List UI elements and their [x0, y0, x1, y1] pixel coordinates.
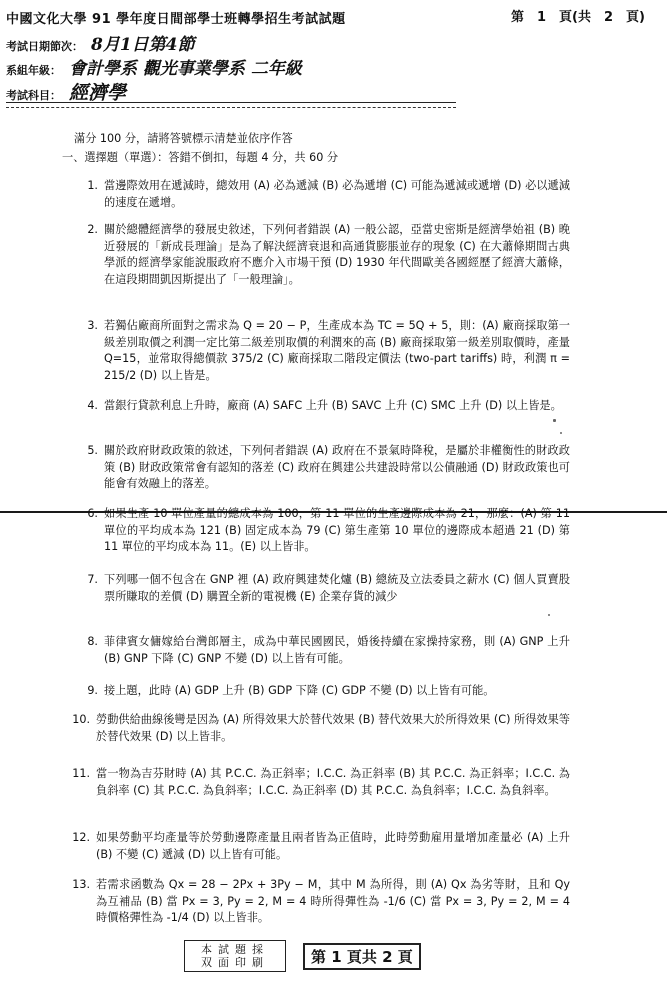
- question-number: 2.: [87, 223, 98, 236]
- question-item: [62, 830, 570, 863]
- question-text: 如果生產 10 單位產量的總成本為 100，第 11 單位的生產邊際成本為 21，那麼：(A) 第 11 單位的平均成本為 121 (B) 固定成本為 79 (C) 第生產第 10 單位的邊際成本超過 21 (D) 第 11 單位的平均成本為 11。(E) 以上皆非。: [104, 507, 570, 553]
- question-item: [70, 178, 570, 211]
- question-item: [70, 572, 570, 605]
- question-text: 當銀行貸款利息上升時，廠商 (A) SAFC 上升 (B) SAVC 上升 (C) SMC 上升 (D) 以上皆是。: [104, 399, 562, 412]
- stamp-line-2: 双面印刷: [201, 956, 269, 969]
- question-number: 4.: [87, 399, 98, 412]
- question-number: 8.: [87, 635, 98, 648]
- question-text: 若獨佔廠商所面對之需求為 Q = 20 − P，生產成本為 TC = 5Q + 5，則：(A) 廠商採取第一級差別取價之利潤一定比第二級差別取價的利潤來的高 (B) 廠商採取第一級差別取價時，產量 Q=15，並常取得總價款 375/2 (C) 廠商採取二階段定價法 (two-part tariffs) 時，利潤 π = 215/2 (D) 以上皆是。: [104, 319, 570, 382]
- scan-speckle: [560, 432, 562, 434]
- question-number: 5.: [87, 444, 98, 457]
- scan-speckle: [553, 419, 556, 422]
- question-number: 13.: [72, 878, 90, 891]
- question-number: 11.: [72, 767, 90, 780]
- subject-row: [6, 78, 126, 105]
- double-sided-print-stamp: [184, 940, 286, 972]
- exam-date-label: 考試日期節次：: [6, 40, 83, 53]
- question-number: 9.: [87, 684, 98, 697]
- department-label: 系組年級：: [6, 64, 61, 77]
- question-item: [62, 712, 570, 745]
- question-item: [70, 318, 570, 384]
- question-text: 若需求函數為 Qx = 28 − 2Px + 3Py − M，其中 M 為所得，則 (A) Qx 為劣等財，且和 Qy 為互補品 (B) 當 Px = 3, Py = 2, M = 4 時所得彈性為 -1/6 (C) 當 Px = 3, Py = 2, M = 4 時價格彈性為 -1/4 (D) 以上皆非。: [96, 878, 570, 924]
- exam-header-title: 中國文化大學 91 學年度日間部學士班轉學招生考試試題: [6, 12, 346, 27]
- question-text: 如果勞動平均產量等於勞動邊際產量且兩者皆為正值時，此時勞動雇用量增加產量必 (A) 上升 (B) 不變 (C) 遞減 (D) 以上皆有可能。: [96, 831, 570, 861]
- question-item: [70, 443, 570, 493]
- question-item: [70, 398, 570, 415]
- question-number: 1.: [87, 179, 98, 192]
- question-text: 下列哪一個不包含在 GNP 裡 (A) 政府興建焚化爐 (B) 總統及立法委員之薪水 (C) 個人買賣股票所賺取的差價 (D) 購置全新的電視機 (E) 企業存貨的減少: [104, 573, 570, 603]
- department-value: 會計學系 觀光事業學系 二年級: [69, 59, 302, 79]
- question-text: 當一物為吉芬財時 (A) 其 P.C.C. 為正斜率；I.C.C. 為正斜率 (B) 其 P.C.C. 為正斜率；I.C.C. 為負斜率 (C) 其 P.C.C. 為負斜率；I.C.C. 為正斜率 (D) 其 P.C.C. 為負斜率；I.C.C. 為負斜率。: [96, 767, 570, 797]
- question-text: 關於總體經濟學的發展史敘述，下列何者錯誤 (A) 一般公認，亞當史密斯是經濟學始祖 (B) 晚近發展的「新成長理論」是為了解決經濟衰退和高通貨膨脹並存的現象 (C) 在大蕭條期間古典學派的經濟學家能說服政府不應介入市場干預 (D) 1930 年代間歐美各國經歷了經濟大蕭條，在這段期間凱因斯提出了「一般理論」。: [104, 223, 570, 286]
- question-item: [70, 222, 570, 288]
- question-item: [70, 634, 570, 667]
- question-item: [62, 877, 570, 927]
- question-text: 關於政府財政政策的敘述，下列何者錯誤 (A) 政府在不景氣時降稅，是屬於非權衡性的財政政策 (B) 財政政策常會有認知的落差 (C) 政府在興建公共建設時常以公債融通 (D) 財政政策也可能會有效融上的落差。: [104, 444, 570, 490]
- question-item: [62, 766, 570, 799]
- score-instructions: 滿分 100 分，請將答號標示清楚並依序作答: [74, 132, 293, 145]
- header-rule-dotted: [6, 107, 456, 108]
- section-heading: 一、選擇題（單選）：答錯不倒扣，每題 4 分，共 60 分: [62, 151, 339, 164]
- stamp-line-1: 本試題採: [201, 943, 269, 956]
- question-number: 7.: [87, 573, 98, 586]
- question-number: 10.: [72, 713, 90, 726]
- subject-label: 考試科目：: [6, 89, 61, 102]
- exam-date-row: [6, 30, 195, 55]
- question-number: 3.: [87, 319, 98, 332]
- question-number: 6.: [87, 507, 98, 520]
- question-text: 接上題，此時 (A) GDP 上升 (B) GDP 下降 (C) GDP 不變 (D) 以上皆有可能。: [104, 684, 495, 697]
- exam-date-value: 8月1日第4節: [91, 35, 195, 55]
- subject-value: 經濟學: [69, 82, 127, 104]
- question-item: [70, 683, 570, 700]
- question-number: 12.: [72, 831, 90, 844]
- header-rule: [6, 102, 456, 103]
- question-text: 菲律賓女傭嫁給台灣郎層主，成為中華民國國民，婚後持續在家操持家務，則 (A) GNP 上升 (B) GNP 下降 (C) GNP 不變 (D) 以上皆有可能。: [104, 635, 570, 665]
- department-row: [6, 54, 302, 79]
- page-number-box: 第 1 頁共 2 頁: [303, 943, 421, 970]
- question-item: [70, 506, 570, 556]
- scan-speckle: [548, 614, 550, 616]
- question-text: 勞動供給曲線後彎是因為 (A) 所得效果大於替代效果 (B) 替代效果大於所得效果 (C) 所得效果等於替代效果 (D) 以上皆非。: [96, 713, 570, 743]
- question-text: 當邊際效用在遞減時，總效用 (A) 必為遞減 (B) 必為遞增 (C) 可能為遞減或遞增 (D) 必以遞減的速度在遞增。: [104, 179, 570, 209]
- page-indicator: 第 1 頁(共 2 頁): [511, 10, 645, 25]
